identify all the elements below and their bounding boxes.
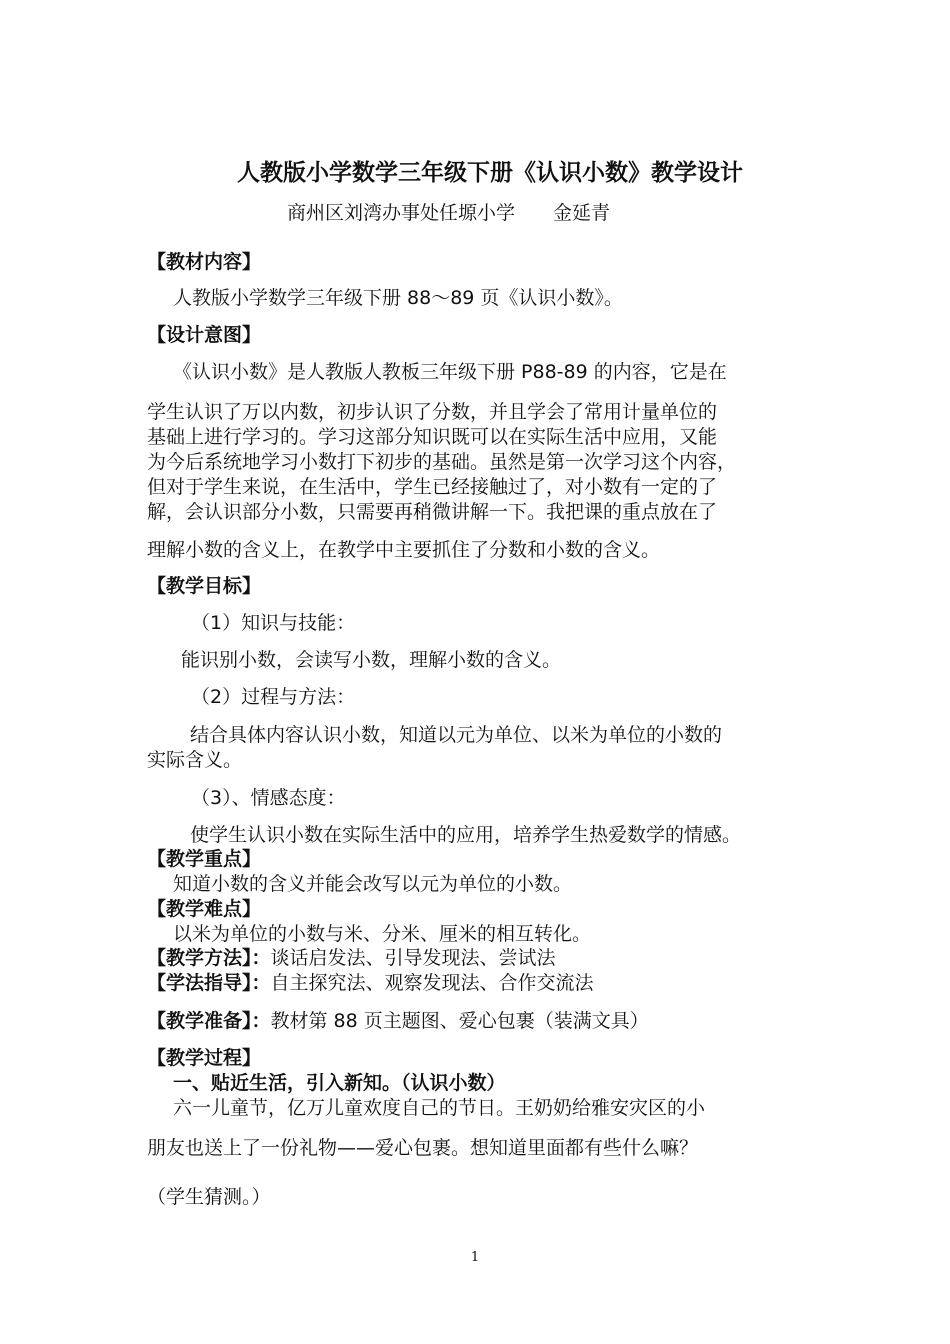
study-line — [147, 971, 594, 995]
intent-line: 理解小数的含义上，在教学中主要抓住了分数和小数的含义。 — [147, 539, 661, 561]
step1-line: 六一儿童节，亿万儿童欢度自己的节日。王奶奶给雅安灾区的小 — [173, 1097, 706, 1119]
study-heading: 【学法指导】： — [147, 972, 271, 994]
prep-line — [147, 1009, 649, 1033]
intent-line: 但对于学生来说，在生活中，学生已经接触过了，对小数有一定的了 — [147, 476, 718, 498]
method-line — [147, 946, 556, 970]
key-text: 知道小数的含义并能会改写以元为单位的小数。 — [173, 873, 573, 895]
goal2-line: 实际含义。 — [147, 749, 243, 771]
goal2-label: （2）过程与方法： — [191, 686, 356, 708]
key-heading: 【教学重点】 — [147, 848, 262, 870]
intent-line: 学生认识了万以内数，初步认识了分数，并且学会了常用计量单位的 — [147, 401, 718, 423]
step1-heading: 一、贴近生活，引入新知。（认识小数） — [173, 1072, 506, 1094]
intent-line: 解，会认识部分小数，只需要再稍微讲解一下。我把课的重点放在了 — [147, 501, 718, 523]
intent-heading: 【设计意图】 — [147, 324, 262, 346]
goal1-text: 能识别小数，会读写小数，理解小数的含义。 — [181, 649, 562, 671]
step1-line: （学生猜测。） — [147, 1186, 271, 1208]
prep-heading: 【教学准备】： — [147, 1010, 271, 1032]
author-line: 商州区刘湾办事处任塬小学 金延青 — [287, 202, 611, 224]
method-text: 谈话启发法、引导发现法、尝试法 — [270, 947, 556, 969]
goal3-text: 使学生认识小数在实际生活中的应用，培养学生热爱数学的情感。 — [190, 824, 742, 846]
step1-line: 朋友也送上了一份礼物——爱心包裹。想知道里面都有些什么嘛？ — [147, 1137, 699, 1159]
process-heading: 【教学过程】 — [147, 1047, 262, 1069]
goal1-label: （1）知识与技能： — [191, 612, 356, 634]
document-title: 人教版小学数学三年级下册《认识小数》教学设计 — [237, 160, 743, 186]
difficulty-text: 以米为单位的小数与米、分米、厘米的相互转化。 — [173, 923, 592, 945]
intent-line: 基础上进行学习的。学习这部分知识既可以在实际生活中应用，又能 — [147, 426, 718, 448]
method-heading: 【教学方法】： — [147, 947, 271, 969]
page-number: 1 — [470, 1250, 480, 1265]
intent-line: 为今后系统地学习小数打下初步的基础。虽然是第一次学习这个内容， — [147, 451, 737, 473]
intent-line: 《认识小数》是人教版人教板三年级下册 P88-89 的内容，它是在 — [173, 361, 727, 383]
goal3-label: （3）、情感态度： — [191, 787, 346, 809]
goal2-line: 结合具体内容认识小数，知道以元为单位、以米为单位的小数的 — [190, 724, 723, 746]
material-heading: 【教材内容】 — [147, 251, 262, 273]
material-text: 人教版小学数学三年级下册 88～89 页《认识小数》。 — [173, 287, 623, 309]
difficulty-heading: 【教学难点】 — [147, 898, 262, 920]
goals-heading: 【教学目标】 — [147, 575, 262, 597]
study-text: 自主探究法、观察发现法、合作交流法 — [270, 972, 594, 994]
prep-text: 教材第 88 页主题图、爱心包裹（装满文具） — [270, 1010, 649, 1032]
